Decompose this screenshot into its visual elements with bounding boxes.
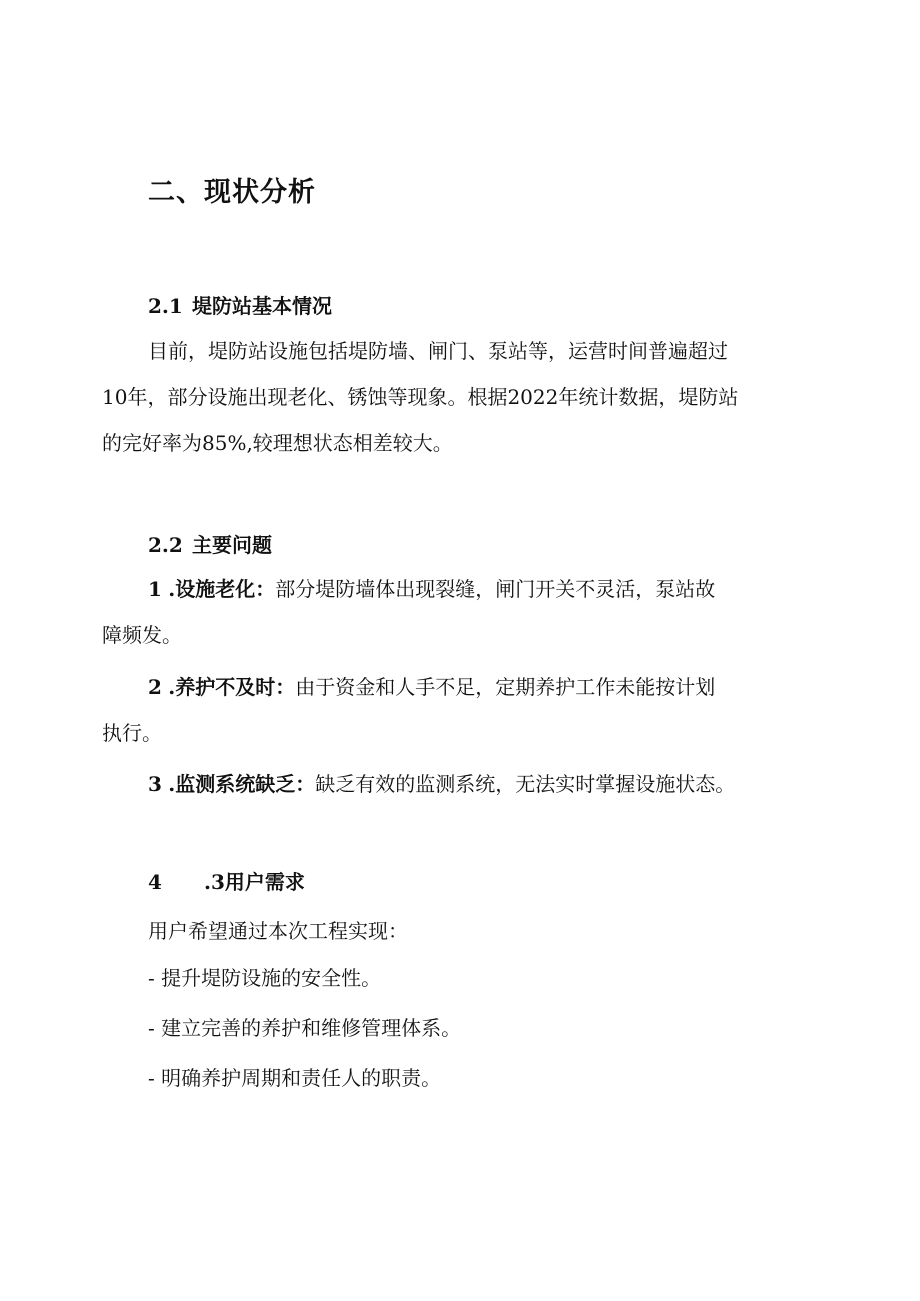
subsection-title: 主要问题 (192, 533, 272, 557)
subsection-heading-2-2 (148, 529, 272, 558)
subsection-number: 4 (148, 870, 162, 894)
problem-line (102, 761, 842, 807)
paragraph-line: 的完好率为85%,较理想状态相差较大。 (102, 431, 453, 455)
problem-label: .设施老化： (168, 577, 276, 601)
problem-text-continued: 执行。 (102, 721, 162, 745)
subsection-heading-2-3 (148, 866, 305, 895)
problem-text-continued: 障频发。 (102, 623, 182, 647)
section-title: 二、现状分析 (148, 177, 316, 208)
problem-line (102, 566, 842, 612)
problem-text: 缺乏有效的监测系统，无法实时掌握设施状态。 (315, 772, 736, 796)
subsection-number: 2.1 (148, 294, 183, 318)
need-bullet: - 建立完善的养护和维修管理体系。 (148, 1016, 462, 1040)
problem-item-3 (102, 761, 842, 807)
paragraph-line: 目前，堤防站设施包括堤防墙、闸门、泵站等，运营时间普遍超过 (148, 339, 728, 363)
problem-number: 2 (148, 675, 162, 699)
user-needs-intro: 用户希望通过本次工程实现： (148, 919, 408, 943)
problem-item-1 (102, 566, 842, 658)
problem-line (102, 664, 842, 710)
need-bullet: - 提升堤防设施的安全性。 (148, 966, 382, 990)
paragraph-line: 10年，部分设施出现老化、锈蚀等现象。根据2022年统计数据，堤防站 (102, 385, 739, 409)
problem-text: 部分堤防墙体出现裂缝，闸门开关不灵活，泵站故 (275, 577, 716, 601)
subsection-heading-2-1 (148, 290, 332, 319)
problem-number: 3 (148, 772, 162, 796)
need-bullet: - 明确养护周期和责任人的职责。 (148, 1066, 442, 1090)
problem-number: 1 (148, 577, 162, 601)
problem-text: 由于资金和人手不足，定期养护工作未能按计划 (295, 675, 716, 699)
subsection-title: .3用户需求 (204, 870, 305, 894)
subsection-title: 堤防站基本情况 (192, 294, 332, 318)
problem-label: .养护不及时： (168, 675, 296, 699)
subsection-number: 2.2 (148, 533, 183, 557)
problem-label: .监测系统缺乏： (168, 772, 316, 796)
problem-item-2 (102, 664, 842, 756)
paragraph-basic-situation (102, 328, 822, 466)
